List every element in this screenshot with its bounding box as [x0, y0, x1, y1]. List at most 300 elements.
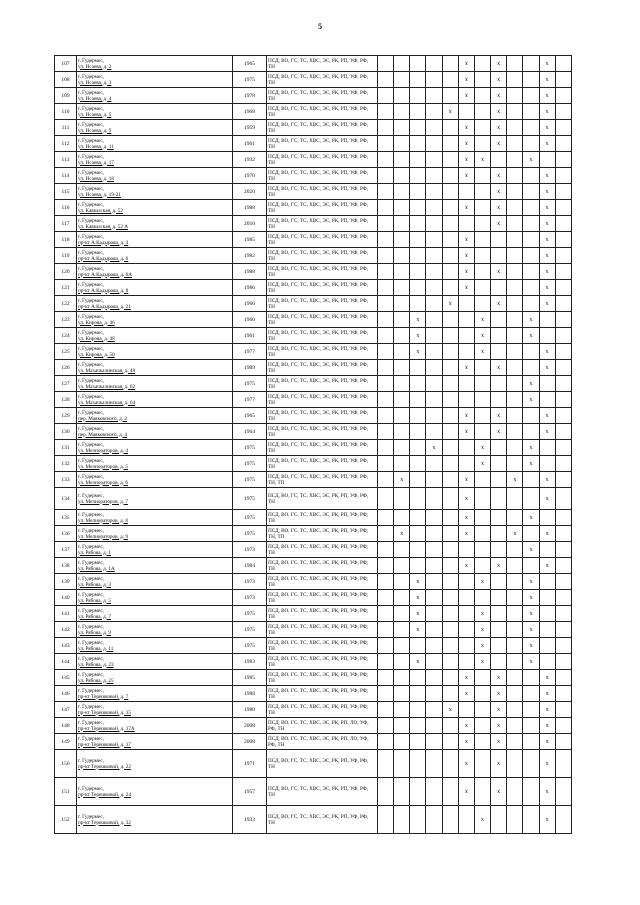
services-list: ПСД, ВО, ГС, ТС, ХВС, ЭС, РК, РП, УФ, РФ, ТН	[267, 152, 378, 168]
mark-cell: x	[539, 424, 555, 440]
mark-cell	[523, 360, 539, 376]
address-city: г. Гудермес,	[78, 511, 104, 518]
services-list: ПСД, ВО, ГС, ТС, ХВС, ЭС, РК, РП, УФ, РФ, ТН, ТП	[267, 526, 378, 542]
mark-cell: x	[523, 590, 539, 606]
address-street: пр-кт А.Кадырова, д. 6	[78, 255, 129, 262]
mark-cell	[555, 248, 571, 264]
mark-cell: x	[539, 472, 555, 488]
address-city: г. Гудермес,	[78, 543, 104, 550]
build-year: 1964	[233, 424, 267, 440]
address-city: г. Гудермес,	[78, 313, 104, 320]
services-list: ПСД, ВО, ГС, ТС, ХВС, ЭС, РК, РП, УФ, РФ, ТН	[267, 702, 378, 718]
address-city: г. Гудермес,	[78, 361, 104, 368]
services-list: ПСД, ВО, ГС, ТС, ХВС, ЭС, РК, РП, УФ, РФ, ТН	[267, 488, 378, 510]
row-number: 144	[55, 654, 77, 670]
mark-cell	[442, 778, 458, 806]
row-number: 112	[55, 136, 77, 152]
row-number: 109	[55, 88, 77, 104]
mark-cell: x	[491, 104, 507, 120]
address-city: г. Гудермес,	[78, 233, 104, 240]
mark-cell	[442, 750, 458, 778]
mark-cell	[426, 622, 442, 638]
mark-cell	[474, 248, 490, 264]
mark-cell	[410, 750, 426, 778]
mark-cell	[555, 200, 571, 216]
mark-cell	[394, 296, 410, 312]
mark-cell	[523, 56, 539, 72]
mark-cell	[442, 670, 458, 686]
mark-cell: x	[458, 248, 474, 264]
services-list: ПСД, ВО, ГС, ТС, ХВС, ЭС, РК, РП, УФ, РФ, ТН	[267, 264, 378, 280]
mark-cell	[426, 104, 442, 120]
address-cell	[77, 510, 233, 526]
mark-cell	[442, 88, 458, 104]
mark-cell	[394, 264, 410, 280]
services-list: ПСД, ВО, ГС, ТС, ХВС, ЭС, РК, РП, УФ, РФ, ТН	[267, 558, 378, 574]
address-street: ул. Рябова, д. 5	[78, 597, 111, 604]
mark-cell	[426, 344, 442, 360]
mark-cell: x	[491, 136, 507, 152]
table-row	[55, 424, 572, 440]
address-city: г. Гудермес,	[78, 73, 104, 80]
services-list: ПСД, ВО, ГС, ТС, ХВС, ЭС, РК, РП, УФ, РФ, ТН	[267, 638, 378, 654]
address-street: пр-кт Терешковой, д. 22	[78, 763, 131, 770]
mark-cell	[410, 440, 426, 456]
mark-cell	[426, 472, 442, 488]
services-list: ПСД, ВО, ГС, ТС, ХВС, ЭС, РК, РП, УФ, РФ, ТН	[267, 168, 378, 184]
mark-cell: x	[458, 558, 474, 574]
mark-cell	[523, 778, 539, 806]
build-year: 1961	[233, 328, 267, 344]
mark-cell: x	[491, 72, 507, 88]
build-year: 1932	[233, 152, 267, 168]
mark-cell	[426, 280, 442, 296]
row-number: 149	[55, 734, 77, 750]
mark-cell: x	[523, 622, 539, 638]
mark-cell: x	[410, 574, 426, 590]
row-number: 151	[55, 778, 77, 806]
mark-cell	[507, 488, 523, 510]
address-cell	[77, 654, 233, 670]
mark-cell	[555, 590, 571, 606]
address-street: ул. Махачкалинская, д. 62	[78, 383, 136, 390]
mark-cell	[507, 312, 523, 328]
services-list: ПСД, ВО, ГС, ТС, ХВС, ЭС, РК, РП, УФ, РФ, ТН	[267, 456, 378, 472]
mark-cell: x	[539, 232, 555, 248]
table-row	[55, 526, 572, 542]
mark-cell	[442, 72, 458, 88]
mark-cell	[442, 510, 458, 526]
mark-cell	[394, 280, 410, 296]
mark-cell	[523, 280, 539, 296]
row-number: 123	[55, 312, 77, 328]
mark-cell	[426, 574, 442, 590]
address-city: г. Гудермес,	[78, 813, 104, 820]
mark-cell: x	[491, 734, 507, 750]
mark-cell: x	[394, 472, 410, 488]
address-cell	[77, 376, 233, 392]
address-cell	[77, 312, 233, 328]
mark-cell	[523, 686, 539, 702]
address-city: г. Гудермес,	[78, 425, 104, 432]
mark-cell	[410, 104, 426, 120]
mark-cell	[442, 152, 458, 168]
mark-cell	[410, 120, 426, 136]
mark-cell	[523, 734, 539, 750]
mark-cell: x	[474, 654, 490, 670]
mark-cell	[394, 168, 410, 184]
mark-cell	[442, 638, 458, 654]
mark-cell	[555, 328, 571, 344]
mark-cell	[394, 622, 410, 638]
build-year: 1985	[233, 232, 267, 248]
row-number: 113	[55, 152, 77, 168]
services-list: ПСД, ВО, ГС, ТС, ХВС, ЭС, РК, РП, УФ, РФ, ТН	[267, 424, 378, 440]
mark-cell	[523, 200, 539, 216]
build-year: 2008	[233, 734, 267, 750]
mark-cell	[539, 510, 555, 526]
table-row	[55, 622, 572, 638]
mark-cell	[394, 778, 410, 806]
mark-cell: x	[539, 488, 555, 510]
mark-cell: x	[539, 56, 555, 72]
mark-cell	[458, 344, 474, 360]
mark-cell	[426, 778, 442, 806]
mark-cell	[458, 574, 474, 590]
mark-cell	[523, 120, 539, 136]
mark-cell	[507, 200, 523, 216]
row-number: 147	[55, 702, 77, 718]
services-list: ПСД, ВО, ГС, ТС, ХВС, ЭС, РК, РП, УФ, РФ, ТН, ТП	[267, 472, 378, 488]
address-street: ул. Исаева, д. 17	[78, 159, 114, 166]
mark-cell: x	[539, 296, 555, 312]
mark-cell	[458, 638, 474, 654]
mark-cell	[507, 558, 523, 574]
mark-cell: x	[458, 526, 474, 542]
address-street: пр-кт Терешковой, д. 7	[78, 693, 129, 700]
mark-cell	[442, 280, 458, 296]
mark-cell: x	[491, 88, 507, 104]
mark-cell	[442, 136, 458, 152]
build-year: 1973	[233, 574, 267, 590]
mark-cell	[394, 734, 410, 750]
mark-cell: x	[539, 248, 555, 264]
address-street: ул. Исаева, д. 3	[78, 79, 112, 86]
services-list: ПСД, ВО, ГС, ТС, ХВС, ЭС, РК, РП, УФ, РФ, ТН	[267, 120, 378, 136]
mark-cell	[539, 152, 555, 168]
address-street: ул. Мелиораторов, д. 7	[78, 498, 128, 505]
row-number: 150	[55, 750, 77, 778]
mark-cell	[378, 72, 394, 88]
mark-cell	[474, 558, 490, 574]
mark-cell	[539, 376, 555, 392]
address-street: пер. Маяковского, д. 2	[78, 415, 128, 422]
address-street: ул. Рябова, д. 23	[78, 661, 114, 668]
mark-cell	[442, 542, 458, 558]
mark-cell: x	[539, 718, 555, 734]
mark-cell	[426, 376, 442, 392]
mark-cell: x	[458, 168, 474, 184]
services-list: ПСД, ВО, ГС, ТС, ХВС, ЭС, РК, РП, УФ, РФ, ТН	[267, 574, 378, 590]
mark-cell	[426, 200, 442, 216]
mark-cell: x	[458, 686, 474, 702]
mark-cell	[394, 590, 410, 606]
address-city: г. Гудермес,	[78, 281, 104, 288]
row-number: 116	[55, 200, 77, 216]
mark-cell	[394, 638, 410, 654]
mark-cell: x	[458, 472, 474, 488]
services-list: ПСД, ВО, ГС, ТС, ХВС, ЭС, РК, РП, УФ, РФ, ТН	[267, 312, 378, 328]
address-cell	[77, 360, 233, 376]
address-cell	[77, 472, 233, 488]
address-city: г. Гудермес,	[78, 457, 104, 464]
build-year: 1977	[233, 344, 267, 360]
mark-cell	[442, 184, 458, 200]
mark-cell	[378, 686, 394, 702]
mark-cell	[442, 718, 458, 734]
mark-cell	[426, 488, 442, 510]
mark-cell	[555, 622, 571, 638]
mark-cell: x	[507, 472, 523, 488]
address-city: г. Гудермес,	[78, 121, 104, 128]
mark-cell: x	[539, 72, 555, 88]
table-row	[55, 216, 572, 232]
address-street: ул. Мелиораторов, д. 5	[78, 463, 128, 470]
build-year: 1960	[233, 312, 267, 328]
address-street: пр-кт А.Кадырова, д. 21	[78, 303, 131, 310]
address-city: г. Гудермес,	[78, 441, 104, 448]
mark-cell	[426, 72, 442, 88]
mark-cell	[458, 542, 474, 558]
mark-cell	[410, 152, 426, 168]
address-cell	[77, 168, 233, 184]
mark-cell	[555, 778, 571, 806]
address-cell	[77, 280, 233, 296]
services-list: ПСД, ВО, ГС, ТС, ХВС, ЭС, РК, РП, УФ, РФ, ТН	[267, 654, 378, 670]
mark-cell	[442, 456, 458, 472]
mark-cell: x	[523, 542, 539, 558]
mark-cell: x	[491, 778, 507, 806]
mark-cell	[458, 104, 474, 120]
mark-cell	[507, 456, 523, 472]
table-row	[55, 200, 572, 216]
mark-cell	[507, 280, 523, 296]
mark-cell	[378, 216, 394, 232]
address-street: пр-кт Терешковой, д. 15	[78, 709, 131, 716]
mark-cell: x	[539, 104, 555, 120]
mark-cell: x	[458, 136, 474, 152]
table-row	[55, 184, 572, 200]
build-year: 1970	[233, 168, 267, 184]
mark-cell: x	[539, 136, 555, 152]
mark-cell	[378, 622, 394, 638]
mark-cell	[410, 200, 426, 216]
build-year: 1957	[233, 778, 267, 806]
address-cell	[77, 526, 233, 542]
services-list: ПСД, ВО, ГС, ТС, ХВС, ЭС, РК, РП, УФ, РФ, ТН	[267, 376, 378, 392]
address-city: г. Гудермес,	[78, 687, 104, 694]
build-year: 1933	[233, 806, 267, 834]
table-row	[55, 488, 572, 510]
mark-cell	[507, 296, 523, 312]
mark-cell	[378, 558, 394, 574]
mark-cell	[458, 376, 474, 392]
mark-cell	[426, 542, 442, 558]
row-number: 145	[55, 670, 77, 686]
mark-cell	[394, 806, 410, 834]
mark-cell	[507, 734, 523, 750]
build-year: 1977	[233, 392, 267, 408]
mark-cell	[491, 606, 507, 622]
mark-cell: x	[539, 686, 555, 702]
mark-cell: x	[458, 360, 474, 376]
services-list: ПСД, ВО, ГС, ТС, ХВС, ЭС, РК, РП, УФ, РФ, ТН	[267, 136, 378, 152]
mark-cell	[474, 392, 490, 408]
mark-cell: x	[474, 606, 490, 622]
mark-cell	[539, 654, 555, 670]
services-list: ПСД, ВО, ГС, ТС, ХВС, ЭС, РК, РП, УФ, РФ, ТН	[267, 216, 378, 232]
mark-cell: x	[523, 328, 539, 344]
mark-cell	[378, 344, 394, 360]
mark-cell	[378, 510, 394, 526]
mark-cell	[539, 312, 555, 328]
mark-cell	[555, 424, 571, 440]
address-city: г. Гудермес,	[78, 757, 104, 764]
mark-cell	[410, 280, 426, 296]
services-list: ПСД, ВО, ГС, ТС, ХВС, ЭС, РК, РП, УФ, РФ, ТН	[267, 686, 378, 702]
services-list: ПСД, ВО, ГС, ТС, ХВС, ЭС, РК, РП, УФ, РФ, ТН	[267, 408, 378, 424]
address-city: г. Гудермес,	[78, 671, 104, 678]
mark-cell	[491, 472, 507, 488]
address-cell	[77, 72, 233, 88]
mark-cell: x	[458, 280, 474, 296]
row-number: 135	[55, 510, 77, 526]
mark-cell	[426, 232, 442, 248]
row-number: 114	[55, 168, 77, 184]
mark-cell	[555, 120, 571, 136]
table-row	[55, 232, 572, 248]
mark-cell: x	[474, 328, 490, 344]
mark-cell	[442, 734, 458, 750]
mark-cell: x	[523, 654, 539, 670]
table-row	[55, 56, 572, 72]
row-number: 128	[55, 392, 77, 408]
mark-cell	[410, 248, 426, 264]
build-year: 1975	[233, 606, 267, 622]
address-cell	[77, 328, 233, 344]
page-number: 5	[318, 22, 322, 31]
address-street: ул. Исаева, д. 18	[78, 175, 114, 182]
row-number: 107	[55, 56, 77, 72]
address-city: г. Гудермес,	[78, 201, 104, 208]
address-cell	[77, 574, 233, 590]
mark-cell: x	[491, 408, 507, 424]
services-list: ПСД, ВО, ГС, ТС, ХВС, ЭС, РК, РП, УФ, РФ, ТН	[267, 88, 378, 104]
mark-cell	[507, 718, 523, 734]
row-number: 136	[55, 526, 77, 542]
table-row	[55, 168, 572, 184]
mark-cell	[539, 542, 555, 558]
mark-cell	[458, 622, 474, 638]
mark-cell	[378, 280, 394, 296]
mark-cell	[410, 472, 426, 488]
mark-cell	[442, 200, 458, 216]
mark-cell	[426, 184, 442, 200]
address-street: ул. Рябова, д. 9	[78, 629, 111, 636]
build-year: 1975	[233, 456, 267, 472]
table-row	[55, 574, 572, 590]
mark-cell	[474, 702, 490, 718]
mark-cell	[491, 590, 507, 606]
address-city: г. Гудермес,	[78, 492, 104, 499]
mark-cell	[442, 654, 458, 670]
address-city: г. Гудермес,	[78, 735, 104, 742]
table-row	[55, 606, 572, 622]
mark-cell: x	[474, 312, 490, 328]
address-cell	[77, 88, 233, 104]
mark-cell	[394, 542, 410, 558]
address-city: г. Гудермес,	[78, 639, 104, 646]
mark-cell: x	[523, 574, 539, 590]
mark-cell	[394, 136, 410, 152]
mark-cell	[458, 328, 474, 344]
mark-cell	[474, 526, 490, 542]
mark-cell	[442, 56, 458, 72]
mark-cell	[410, 638, 426, 654]
mark-cell: x	[474, 622, 490, 638]
mark-cell	[491, 392, 507, 408]
services-list: ПСД, ВО, ГС, ТС, ХВС, ЭС, РК, РП, УФ, РФ, ТН	[267, 200, 378, 216]
build-year: 1989	[233, 360, 267, 376]
mark-cell	[555, 606, 571, 622]
mark-cell: x	[539, 200, 555, 216]
table-row	[55, 360, 572, 376]
mark-cell	[426, 590, 442, 606]
address-cell	[77, 488, 233, 510]
mark-cell: x	[394, 526, 410, 542]
table-row	[55, 408, 572, 424]
mark-cell	[378, 606, 394, 622]
mark-cell	[555, 440, 571, 456]
mark-cell	[442, 488, 458, 510]
address-street: ул. Рябова, д. 1А	[78, 565, 115, 572]
address-city: г. Гудермес,	[78, 607, 104, 614]
mark-cell: x	[491, 750, 507, 778]
table-row	[55, 376, 572, 392]
mark-cell	[442, 232, 458, 248]
mark-cell	[491, 488, 507, 510]
mark-cell	[523, 136, 539, 152]
mark-cell	[378, 392, 394, 408]
row-number: 129	[55, 408, 77, 424]
mark-cell: x	[458, 232, 474, 248]
address-cell	[77, 734, 233, 750]
build-year: 1983	[233, 654, 267, 670]
mark-cell: x	[539, 184, 555, 200]
build-year: 1975	[233, 440, 267, 456]
address-city: г. Гудермес,	[78, 265, 104, 272]
address-street: пр-кт Терешковой, д. 24	[78, 791, 131, 798]
mark-cell: x	[474, 638, 490, 654]
mark-cell	[394, 104, 410, 120]
mark-cell	[394, 606, 410, 622]
address-street: ул. Кавказская, д. 52 А	[78, 223, 128, 230]
address-cell	[77, 622, 233, 638]
mark-cell: x	[539, 526, 555, 542]
mark-cell	[410, 734, 426, 750]
row-number: 110	[55, 104, 77, 120]
mark-cell	[458, 296, 474, 312]
